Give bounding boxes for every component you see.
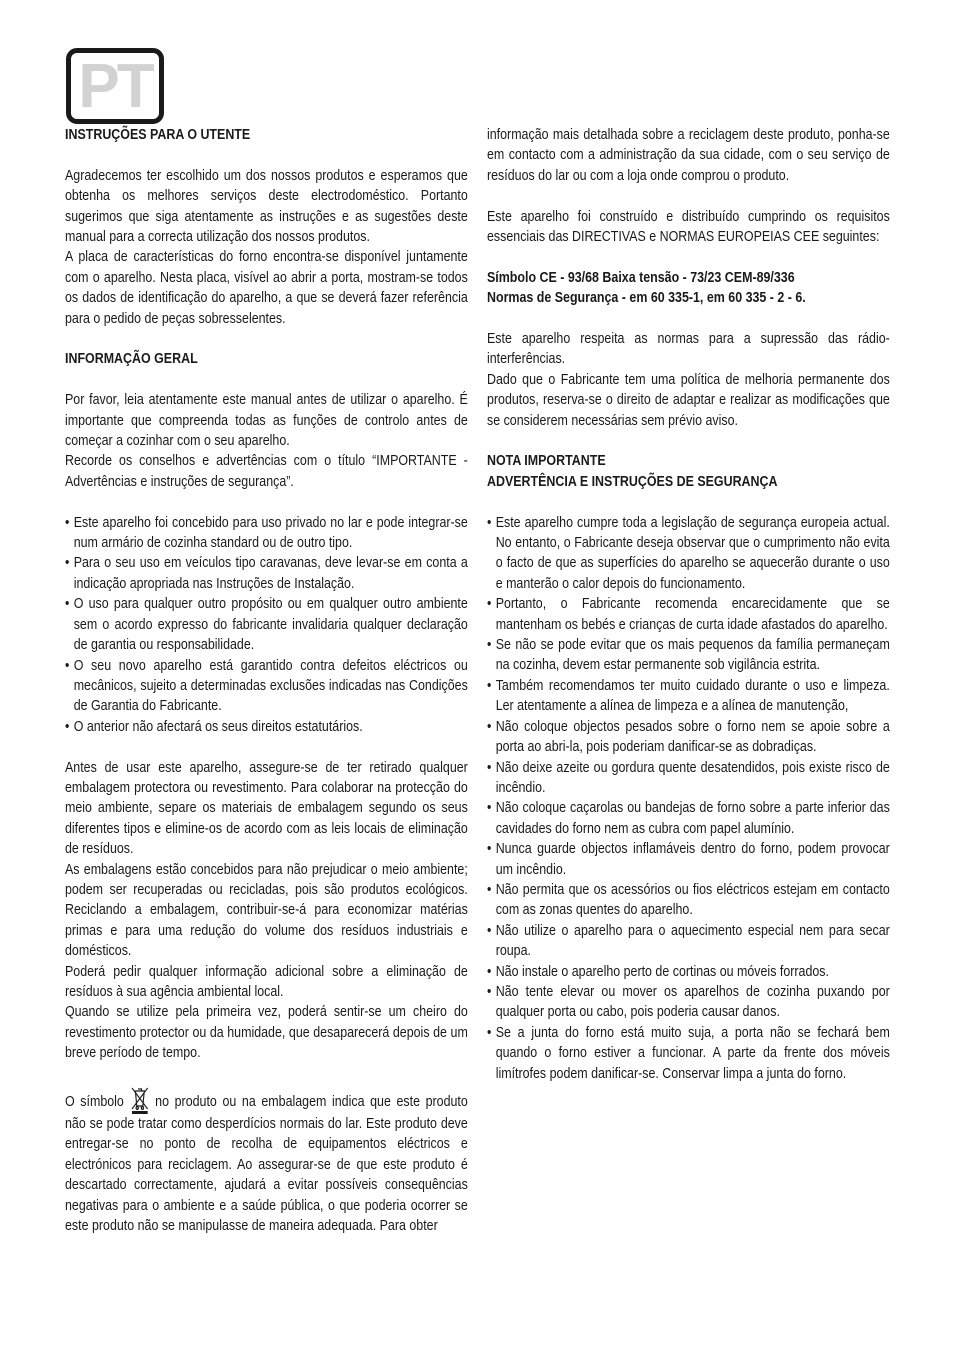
paragraph-waste-info: Poderá pedir qualquer informação adicional sobre a eliminação de resíduos à sua agência ambiental local.: [65, 963, 468, 1000]
weee-text-start: O símbolo: [65, 1094, 124, 1110]
list-item: • Este aparelho foi concebido para uso privado no lar e pode integrar-se num armário de cozinha standard ou de outro tipo.: [65, 513, 468, 554]
paragraph-improvement-policy: Dado que o Fabricante tem uma política de melhoria permanente dos produtos, reserva-se o direito de adaptar e realizar as modificações que se considerem necessárias sem prévio aviso.: [487, 371, 890, 429]
list-item: • Não permita que os acessórios ou fios eléctricos estejam em contacto com as zonas quentes do aparelho.: [487, 880, 890, 921]
list-item: • Portanto, o Fabricante recomenda encarecidamente que se mantenham os bebés e crianças de curta idade afastados do aparelho.: [487, 594, 890, 635]
list-item: • Para o seu uso em veículos tipo caravanas, deve levar-se em conta a indicação apropriada nas Instruções de Instalação.: [65, 553, 468, 594]
heading-general-info: INFORMAÇÃO GERAL: [65, 351, 198, 368]
paragraph-weee: [65, 1084, 468, 1236]
paragraph-packaging: Antes de usar este aparelho, assegure-se de ter retirado qualquer embalagem protectora ou revestimento. Para colaborar na protecção do meio ambiente, separe os materiais de embalagem segundo os seus diferentes tipos e elimine-os de acordo com as leis locais de eliminação de resíduos.: [65, 759, 468, 858]
paragraph-packaging-eco: As embalagens estão concebidos para não prejudicar o meio ambiente; podem ser recuperadas ou recicladas, pois são produtos ecológicos. Reciclando a embalagem, contribuir-se-á para economizar matérias primas e para uma redução do volume dos resíduos industriais e domésticos.: [65, 861, 468, 960]
heading-safety-warnings: ADVERTÊNCIA E INSTRUÇÕES DE SEGURANÇA: [487, 473, 778, 490]
list-item: • Também recomendamos ter muito cuidado durante o uso e limpeza. Ler atentamente a alínea de limpeza e a alínea de manutenção,: [487, 676, 890, 717]
list-item: • Não tente elevar ou mover os aparelhos de cozinha puxando por qualquer porta ou cabo, pois poderia causar danos.: [487, 982, 890, 1023]
paragraph-interference: Este aparelho respeita as normas para a supressão das rádio-interferências.: [487, 331, 890, 368]
standards-line-ce: Símbolo CE - 93/68 Baixa tensão - 73/23 CEM-89/336: [487, 269, 795, 286]
list-item: • Se a junta do forno está muito suja, a porta não se fechará bem quando o forno estiver a funcionar. A parte da frente dos móveis limítrofes podem danificar-se. Conservar limpa a junta do forno.: [487, 1023, 890, 1084]
paragraph-thanks: Agradecemos ter escolhido um dos nossos produtos e esperamos que obtenha os melhores serviços deste electrodoméstico. Portanto sugerimos que siga atentamente as instruções e as sugestões deste manual para a correcta utilização dos nossos produtos.: [65, 167, 468, 246]
paragraph-rating-plate: A placa de características do forno encontra-se disponível juntamente com o aparelho. Nesta placa, visível ao abrir a porta, mostram-se todos os dados de identificação do aparelho, a que se deverá fazer referência para o pedido de peças sobresselentes.: [65, 249, 468, 327]
paragraph-read-manual: Por favor, leia atentamente este manual antes de utilizar o aparelho. É importante que compreenda todas as funções de controlo antes de começar a cozinhar com o seu aparelho.: [65, 392, 468, 450]
left-column: [65, 125, 468, 1236]
list-item: • Nunca guarde objectos inflamáveis dentro do forno, podem provocar um incêndio.: [487, 839, 890, 880]
paragraph-remember-warnings: Recorde os conselhos e advertências com o título “IMPORTANTE - Advertências e instruções de segurança”.: [65, 453, 468, 490]
list-item: • Não utilize o aparelho para o aquecimento especial nem para secar roupa.: [487, 921, 890, 962]
list-item: • O uso para qualquer outro propósito ou em qualquer outro ambiente sem o acordo expresso do fabricante invalidaria qualquer declaração de garantia ou responsabilidade.: [65, 594, 468, 655]
general-info-list: [65, 513, 468, 737]
list-item: • Não coloque caçarolas ou bandejas de forno sobre a parte inferior das cavidades do forno nem as cubra com papel alumínio.: [487, 798, 890, 839]
paragraph-recycling-info: informação mais detalhada sobre a reciclagem deste produto, ponha-se em contacto com a administração da sua cidade, com o seu serviço de resíduos do lar ou com a loja onde comprou o produto.: [487, 127, 890, 184]
heading-user-instructions: INSTRUÇÕES PARA O UTENTE: [65, 127, 251, 143]
weee-text-end: no produto ou na embalagem indica que este produto não se pode tratar como desperdícios normais do lar. Este produto deve entregar-se no ponto de recolha de equipamentos eléctricos e electrónicos para reciclagem. Ao assegurar-se de que este produto é descartado correctamente, ajudará a evitar possíveis consequências negativas para o ambiente e a saúde pública, o que poderia ocorrer se este produto não se manipulasse de maneira adequada. Para obter: [65, 1094, 468, 1235]
paragraph-first-use: Quando se utilize pela primeira vez, poderá sentir-se um cheiro do revestimento protector ou da humidade, que desaparecerá depois de um breve período de tempo.: [65, 1004, 468, 1062]
right-column: [487, 125, 890, 1084]
list-item: • Não deixe azeite ou gordura quente desatendidos, pois existe risco de incêndio.: [487, 758, 890, 799]
language-code: PT: [78, 52, 152, 121]
language-badge: [66, 48, 164, 124]
heading-important-note: NOTA IMPORTANTE: [487, 453, 606, 470]
list-item: • O anterior não afectará os seus direitos estatutários.: [65, 717, 468, 737]
crossed-bin-icon: [127, 1084, 151, 1114]
safety-list: [487, 513, 890, 1084]
list-item: • Não instale o aparelho perto de cortinas ou móveis forrados.: [487, 962, 890, 982]
list-item: • Se não se pode evitar que os mais pequenos da família permaneçam na cozinha, devem estar permanente sob vigilância estrita.: [487, 635, 890, 676]
standards-line-safety: Normas de Segurança - em 60 335-1, em 60 335 - 2 - 6.: [487, 290, 806, 307]
list-item: • Não coloque objectos pesados sobre o forno nem se apoie sobre a porta ao abri-la, pois poderiam danificar-se as dobradiças.: [487, 717, 890, 758]
list-item: • Este aparelho cumpre toda a legislação de segurança europeia actual. No entanto, o Fabricante deseja observar que o cumprimento não evita o facto de que as superfícies do aparelho se aquecerão durante o uso e manterão o calor depois do funcionamento.: [487, 513, 890, 595]
list-item: • O seu novo aparelho está garantido contra defeitos eléctricos ou mecânicos, sujeito a determinadas exclusões indicadas nas Condições de Garantia do Fabricante.: [65, 656, 468, 717]
paragraph-directives: Este aparelho foi construído e distribuído cumprindo os requisitos essenciais das DIRECTIVAS e NORMAS EUROPEIAS CEE seguintes:: [487, 208, 890, 246]
